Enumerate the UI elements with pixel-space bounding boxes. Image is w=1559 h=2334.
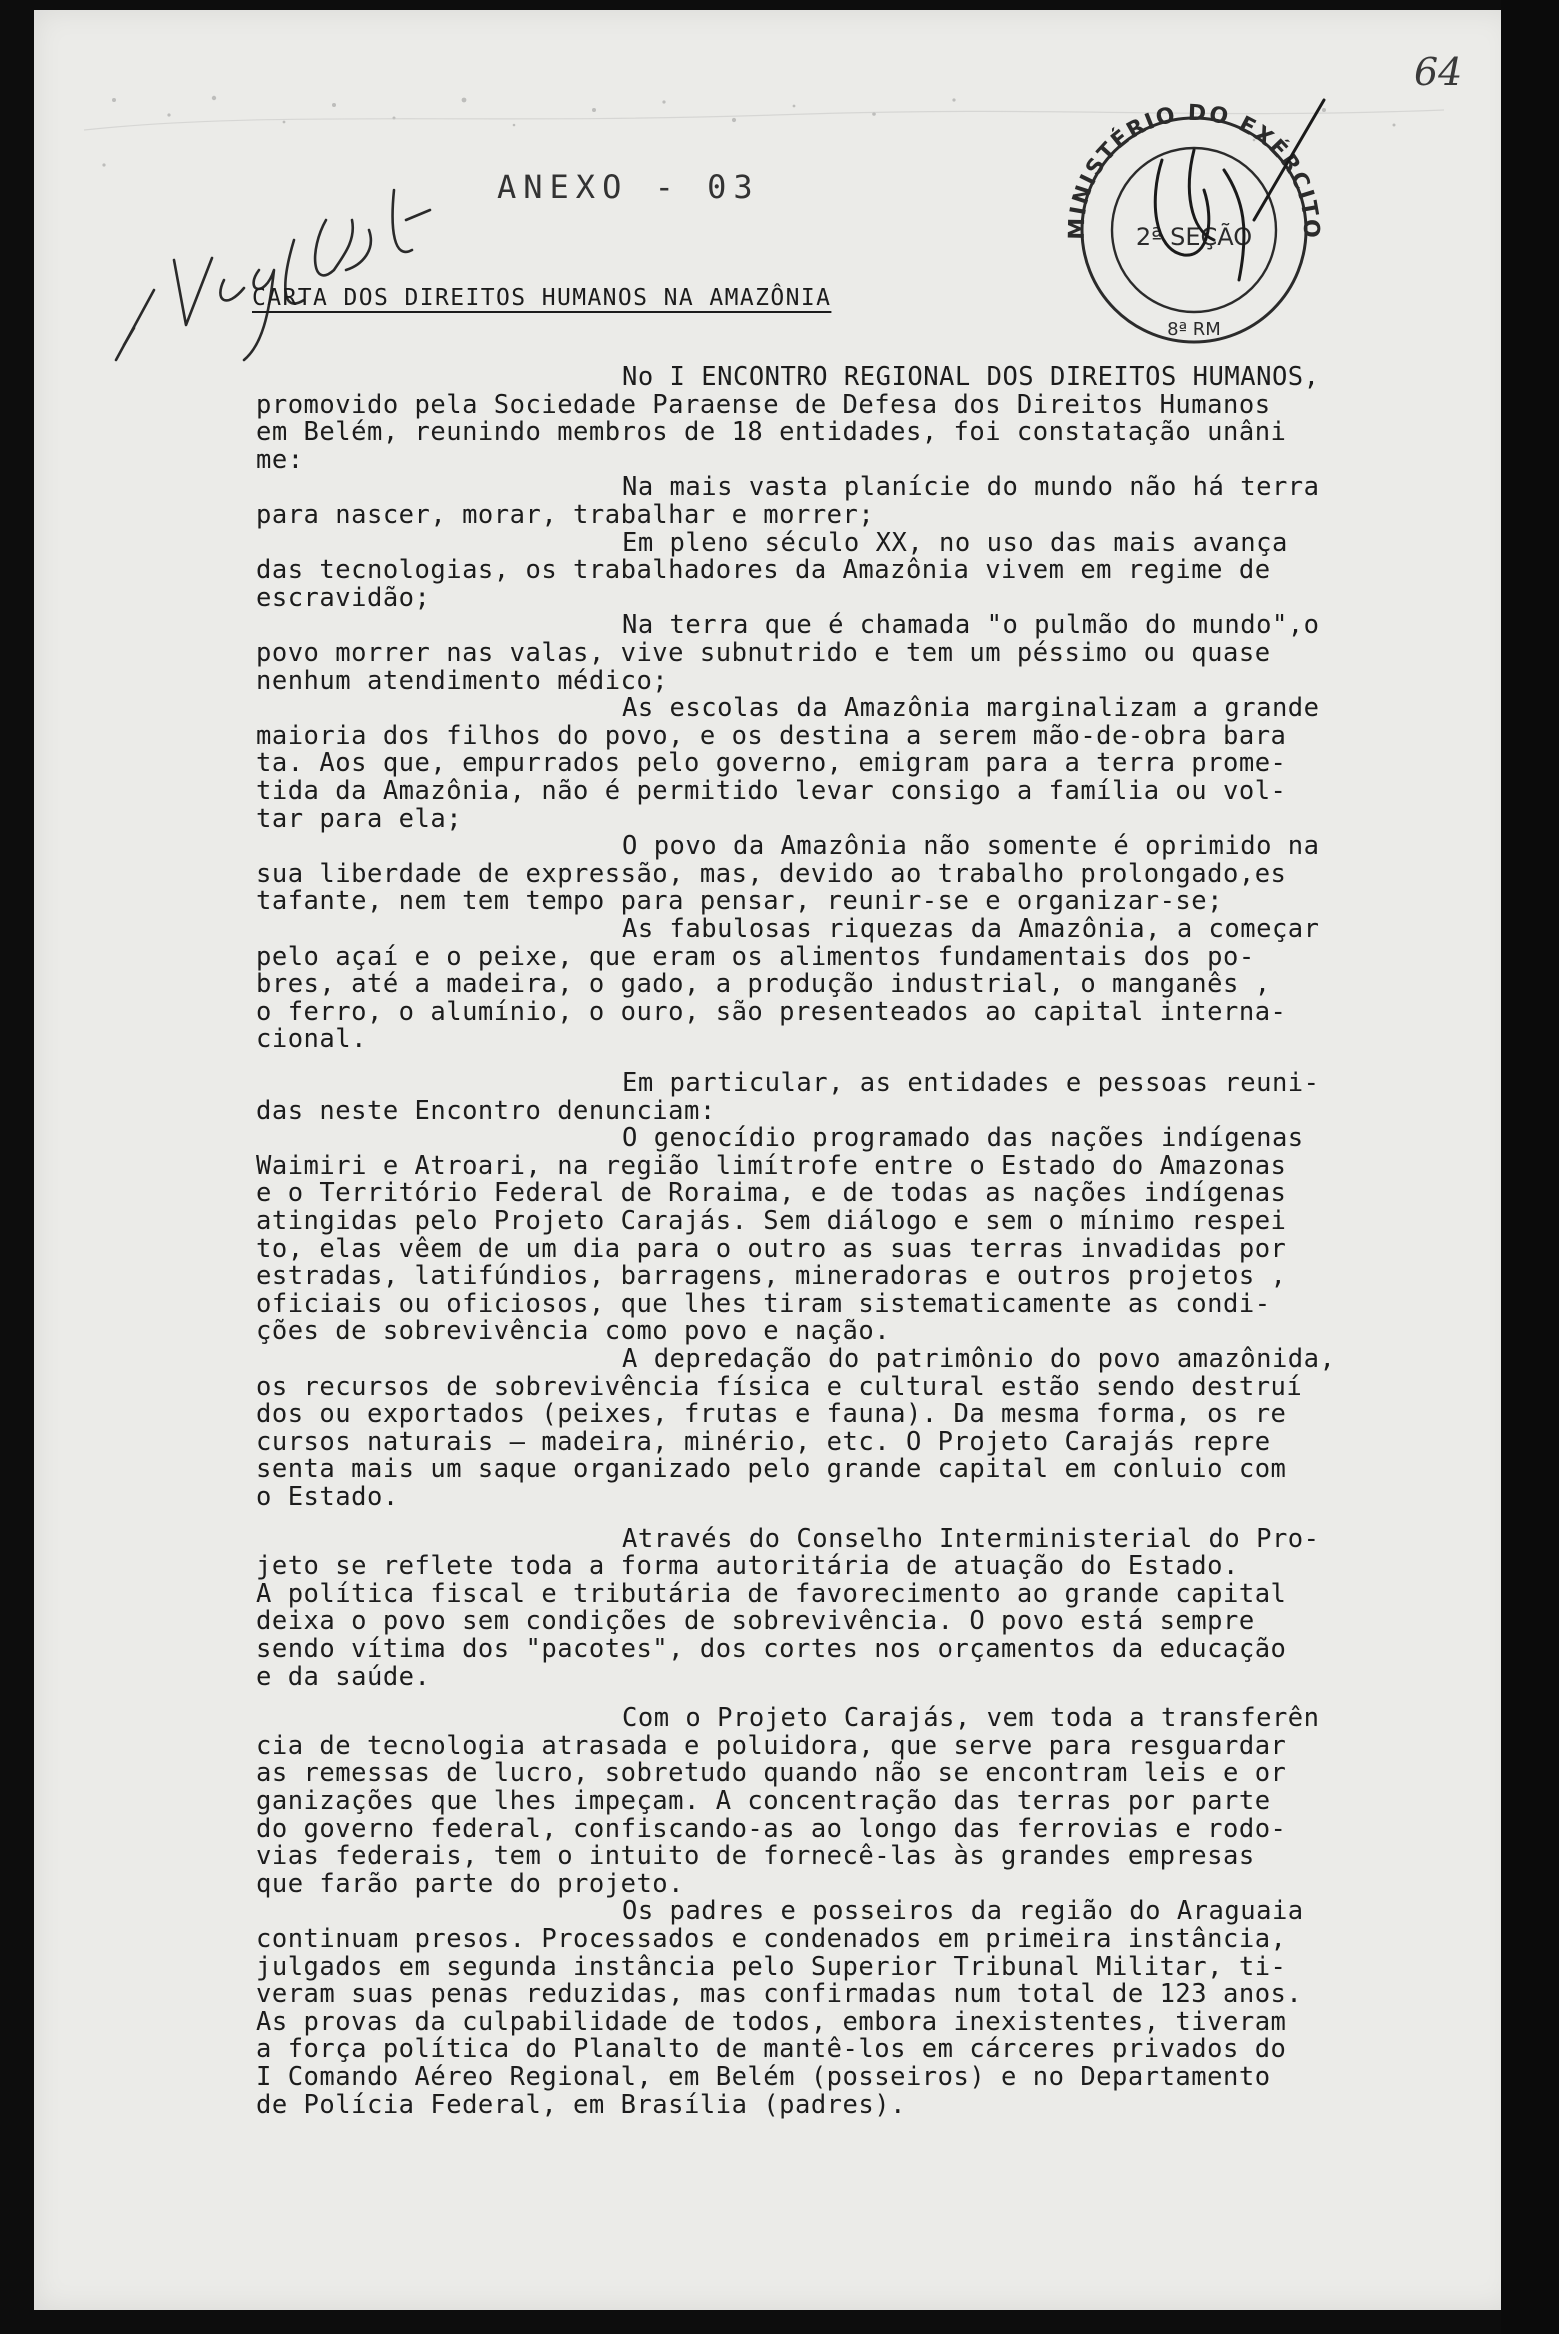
document-page <box>34 10 1514 2310</box>
document-line: bres, até a madeira, o gado, a produção industrial, o manganês , <box>256 969 1271 1000</box>
document-line: e da saúde. <box>256 1661 431 1692</box>
document-title: CARTA DOS DIREITOS HUMANOS NA AMAZÔNIA <box>252 285 832 311</box>
document-line: O genocídio programado das nações indígenas <box>622 1123 1304 1154</box>
document-line: senta mais um saque organizado pelo grande capital em conluio com <box>256 1454 1287 1485</box>
document-line: ta. Aos que, empurrados pelo governo, emigram para a terra prome- <box>256 748 1287 779</box>
document-line: o Estado. <box>256 1482 399 1512</box>
document-line: sendo vítima dos "pacotes", dos cortes nos orçamentos da educação <box>256 1634 1287 1664</box>
document-line: No I ENCONTRO REGIONAL DOS DIREITOS HUMANOS, <box>622 362 1320 392</box>
document-header <box>34 10 1514 370</box>
document-line: tafante, nem tem tempo para pensar, reunir-se e organizar-se; <box>256 886 1223 917</box>
document-line: nenhum atendimento médico; <box>256 665 669 696</box>
document-line: estradas, latifúndios, barragens, mineradoras e outros projetos , <box>256 1261 1287 1292</box>
document-line: A política fiscal e tributária de favorecimento ao grande capital <box>256 1578 1287 1609</box>
document-line: o ferro, o alumínio, o ouro, são presenteados ao capital interna- <box>256 996 1287 1027</box>
document-line: atingidas pelo Projeto Carajás. Sem diálogo e sem o mínimo respei <box>256 1206 1287 1236</box>
annex-label: ANEXO - 03 <box>497 168 760 206</box>
document-line: julgados em segunda instância pelo Superior Tribunal Militar, ti- <box>256 1951 1287 1982</box>
document-line: Na mais vasta planície do mundo não há terra <box>622 472 1320 503</box>
stamp-ring-text: MINISTÉRIO DO EXÉRCITO <box>1064 100 1324 241</box>
document-line: Em particular, as entidades e pessoas reuni- <box>622 1068 1320 1098</box>
document-line: cional. <box>256 1024 367 1055</box>
document-line: deixa o povo sem condições de sobrevivência. O povo está sempre <box>256 1606 1255 1637</box>
document-line: Na terra que é chamada "o pulmão do mundo",o <box>622 610 1320 641</box>
document-line: dos ou exportados (peixes, frutas e fauna). Da mesma forma, os re <box>256 1399 1287 1430</box>
document-line: As escolas da Amazônia marginalizam a grande <box>622 693 1320 724</box>
stamp-bottom-text: 8ª RM <box>1167 319 1221 340</box>
document-line: das tecnologias, os trabalhadores da Amazônia vivem em regime de <box>256 555 1271 586</box>
document-line: veram suas penas reduzidas, mas confirmadas num total de 123 anos. <box>256 1979 1303 2010</box>
document-line: I Comando Aéreo Regional, em Belém (posseiros) e no Departamento <box>256 2062 1271 2092</box>
document-line: escravidão; <box>256 582 431 613</box>
document-line: cursos naturais — madeira, minério, etc. O Projeto Carajás repre <box>256 1426 1271 1457</box>
stamp-center-text: 2ª SEÇÃO <box>1135 223 1253 251</box>
document-line: promovido pela Sociedade Paraense de Defesa dos Direitos Humanos <box>256 389 1271 420</box>
document-line: e o Território Federal de Roraima, e de todas as nações indígenas <box>256 1178 1287 1209</box>
document-line: a força política do Planalto de mantê-los em cárceres privados do <box>256 2034 1287 2065</box>
document-line: de Polícia Federal, em Brasília (padres). <box>256 2089 906 2120</box>
document-line: to, elas vêem de um dia para o outro as suas terras invadidas por <box>256 1233 1287 1264</box>
document-line: tida da Amazônia, não é permitido levar consigo a família ou vol- <box>256 776 1287 806</box>
document-line: Waimiri e Atroari, na região limítrofe entre o Estado do Amazonas <box>256 1150 1287 1181</box>
document-line: ções de sobrevivência como povo e nação. <box>256 1316 891 1347</box>
document-line: Através do Conselho Interministerial do Pro- <box>622 1523 1320 1554</box>
document-line: que farão parte do projeto. <box>256 1868 685 1899</box>
document-line: povo morrer nas valas, vive subnutrido e tem um péssimo ou quase <box>256 638 1271 668</box>
document-line: maioria dos filhos do povo, e os destina a serem mão-de-obra bara <box>256 720 1287 751</box>
document-line: jeto se reflete toda a forma autoritária de atuação do Estado. <box>256 1551 1239 1582</box>
document-line: ganizações que lhes impeçam. A concentração das terras por parte <box>256 1786 1271 1816</box>
document-line: pelo açaí e o peixe, que eram os alimentos fundamentais dos po- <box>256 941 1255 972</box>
document-line: as remessas de lucro, sobretudo quando não se encontram leis e or <box>256 1758 1287 1789</box>
page-number-mark: 64 <box>1414 50 1463 94</box>
document-line: Em pleno século XX, no uso das mais avança <box>622 527 1288 558</box>
military-stamp <box>1044 80 1344 350</box>
document-line: os recursos de sobrevivência física e cultural estão sendo destruí <box>256 1371 1303 1402</box>
document-line: Os padres e posseiros da região do Araguaia <box>622 1896 1304 1927</box>
document-line: O povo da Amazônia não somente é oprimido na <box>622 831 1320 862</box>
document-line: continuam presos. Processados e condenados em primeira instância, <box>256 1924 1287 1954</box>
document-line: Com o Projeto Carajás, vem toda a transferên <box>622 1703 1320 1734</box>
document-line: me: <box>256 444 304 475</box>
document-line: das neste Encontro denunciam: <box>256 1095 716 1126</box>
document-line: em Belém, reunindo membros de 18 entidades, foi constatação unâni <box>256 417 1287 448</box>
document-line: vias federais, tem o intuito de fornecê-las às grandes empresas <box>256 1841 1255 1872</box>
document-line: As provas da culpabilidade de todos, embora inexistentes, tiveram <box>256 2006 1287 2037</box>
document-line: A depredação do patrimônio do povo amazônida, <box>622 1344 1336 1374</box>
scan-border <box>1501 0 1559 2334</box>
document-line: As fabulosas riquezas da Amazônia, a começar <box>622 914 1320 944</box>
document-line: do governo federal, confiscando-as ao longo das ferrovias e rodo- <box>256 1813 1287 1844</box>
document-line: para nascer, morar, trabalhar e morrer; <box>256 500 875 530</box>
document-line: oficiais ou oficiosos, que lhes tiram sistematicamente as condi- <box>256 1288 1271 1319</box>
document-line: cia de tecnologia atrasada e poluidora, que serve para resguardar <box>256 1730 1287 1761</box>
document-line: tar para ela; <box>256 803 463 834</box>
document-line: sua liberdade de expressão, mas, devido ao trabalho prolongado,es <box>256 858 1287 889</box>
handwritten-signature <box>94 150 454 370</box>
